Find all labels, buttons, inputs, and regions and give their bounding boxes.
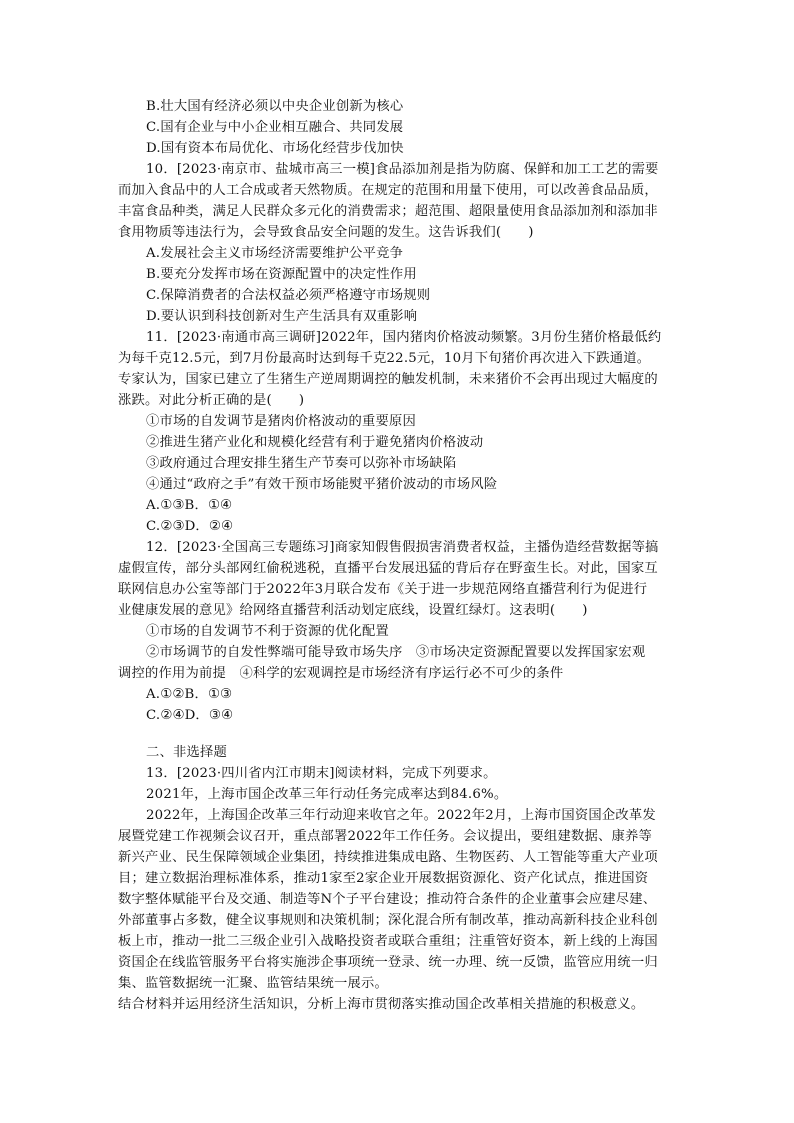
- question-11-line: 为每千克12.5元，到7月份最高时达到每千克22.5元，10月下旬猪价再次进入下跌通道。: [118, 351, 651, 366]
- option-10a: A.发展社会主义市场经济需要维护公平竞争: [146, 246, 404, 261]
- question-12-line: 业健康发展的意见》给网络直播营利活动划定底线，设置红绿灯。这表明( ): [118, 603, 588, 618]
- material-paragraph-1: 2021年，上海市国企改革三年行动任务完成率达到84.6%。: [146, 787, 508, 802]
- question-10-line: 丰富食品种类，满足人民群众多元化的消费需求；超范围、超限量使用食品添加剂和添加非: [118, 204, 658, 219]
- section-heading: 二、非选择题: [146, 745, 227, 760]
- choices-12-cd: C.②④D．③④: [146, 708, 234, 723]
- question-11-line: 专家认为，国家已建立了生猪生产逆周期调控的触发机制，未来猪价不会再出现过大幅度的: [118, 372, 658, 387]
- question-13-prompt: 13．[2023·四川省内江市期末]阅读材料，完成下列要求。: [146, 766, 497, 781]
- option-10c: C.保障消费者的合法权益必须严格遵守市场规则: [146, 288, 431, 303]
- choices-11-ab: A.①③B．①④: [146, 498, 233, 513]
- question-10-line: 食用物质等违法行为，会导致食品安全问题的发生。这告诉我们( ): [118, 225, 534, 240]
- option-10b: B.要充分发挥市场在资源配置中的决定性作用: [146, 267, 417, 282]
- material-line: 外部董事占多数，健全议事规则和决策机制；深化混合所有制改革，推动高新科技企业科创: [118, 913, 658, 928]
- question-11-line: 11．[2023·南通市高三调研]2022年，国内猪肉价格波动频繁。3月份生猪价格最低约: [146, 330, 662, 345]
- question-11-line: 涨跌。对此分析正确的是( ): [118, 393, 305, 408]
- material-paragraph-2: 2022年，上海国企改革三年行动迎来收官之年。2022年2月，上海市国资国企改革发: [146, 808, 656, 823]
- question-10-line: 而加入食品中的人工合成或者天然物质。在规定的范围和用量下使用，可以改善食品品质，: [118, 183, 658, 198]
- material-line: 目；建立数据治理标准体系，推动1家至2家企业开展数据资源化、资产化试点，推进国资: [118, 871, 649, 886]
- material-line: 板上市，推动一批二三级企业引入战略投资者或联合重组；注重管好资本，新上线的上海国: [118, 934, 658, 949]
- question-10-line: 10．[2023·南京市、盐城市高三一模]食品添加剂是指为防腐、保鲜和加工工艺的需要: [146, 162, 659, 177]
- material-line: 数字整体赋能平台及交通、制造等N个子平台建设；推动符合条件的企业董事会应建尽建、: [118, 892, 657, 907]
- question-12-line: 12．[2023·全国高三专题练习]商家知假售假损害消费者权益，主播伪造经营数据等搞: [146, 540, 659, 555]
- choices-11-cd: C.②③D．②④: [146, 519, 234, 534]
- option-9c: C.国有企业与中小企业相互融合、共同发展: [146, 120, 404, 135]
- material-line: 新兴产业、民生保障领域企业集团，持续推进集成电路、生物医药、人工智能等重大产业项: [118, 850, 658, 865]
- option-10d: D.要认识到科技创新对生产生活具有双重影响: [146, 309, 418, 324]
- material-line: 集、监管数据统一汇聚、监管结果统一展示。: [118, 976, 388, 991]
- question-12-line: 联网信息办公室等部门于2022年3月联合发布《关于进一步规范网络直播营利行为促进行: [118, 582, 648, 597]
- option-9b: B.壮大国有经济必须以中央企业创新为核心: [146, 99, 404, 114]
- choices-12-ab: A.①②B．①③: [146, 687, 233, 702]
- material-line: 资国企在线监管服务平台将实施涉企事项统一登录、统一办理、统一反馈，监管应用统一归: [118, 955, 658, 970]
- material-line: 结合材料并运用经济生活知识，分析上海市贯彻落实推动国企改革相关措施的积极意义。: [118, 997, 645, 1012]
- statement-11-4: ④通过“政府之手”有效干预市场能熨平猪价波动的市场风险: [146, 477, 498, 492]
- question-12-line: 虚假宣传，部分头部网红偷税逃税，直播平台发展迅猛的背后存在野蛮生长。对此，国家互: [118, 561, 658, 576]
- statement-11-1: ①市场的自发调节是猪肉价格波动的重要原因: [146, 414, 416, 429]
- statement-12-2-3: ②市场调节的自发性弊端可能导致市场失序 ③市场决定资源配置要以发挥国家宏观: [146, 645, 646, 660]
- statement-11-2: ②推进生猪产业化和规模化经营有利于避免猪肉价格波动: [146, 435, 484, 450]
- statement-12-1: ①市场的自发调节不利于资源的优化配置: [146, 624, 389, 639]
- statement-11-3: ③政府通过合理安排生猪生产节奏可以弥补市场缺陷: [146, 456, 457, 471]
- material-line: 展暨党建工作视频会议召开，重点部署2022年工作任务。会议提出，要组建数据、康养等: [118, 829, 653, 844]
- statement-12-3-4: 调控的作用为前提 ④科学的宏观调控是市场经济有序运行必不可少的条件: [118, 666, 564, 681]
- option-9d: D.国有资本布局优化、市场化经营步伐加快: [146, 141, 404, 156]
